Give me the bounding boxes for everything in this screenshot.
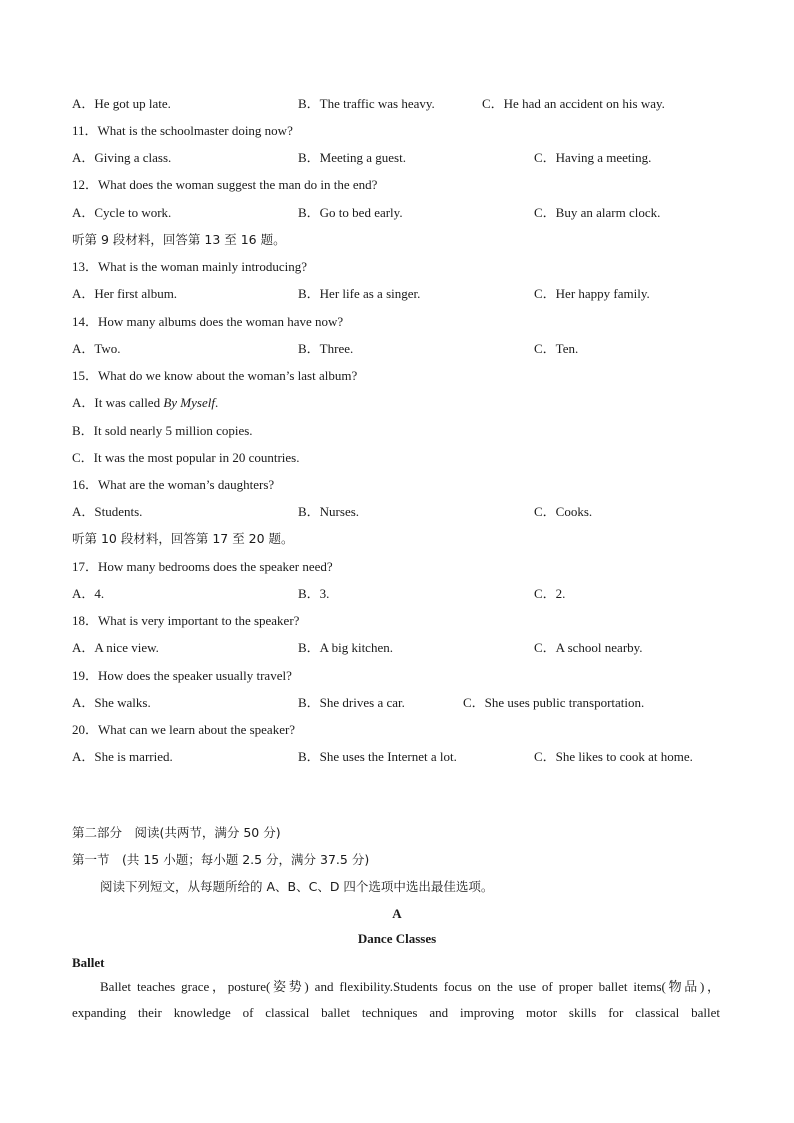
q16-stem: 16．What are the woman’s daughters? <box>72 477 275 492</box>
q12-option-a: A．Cycle to work. <box>72 205 172 220</box>
ballet-paragraph <box>72 974 720 1026</box>
q10-option-a: A．He got up late. <box>72 96 171 111</box>
q11-stem: 11．What is the schoolmaster doing now? <box>72 123 293 138</box>
q20-option-c: C．She likes to cook at home. <box>534 749 693 764</box>
q17-stem: 17．How many bedrooms does the speaker need? <box>72 559 333 574</box>
q14-option-b: B．Three. <box>298 341 354 356</box>
passage-letter: A <box>392 906 402 921</box>
q15-option-a-suffix: . <box>214 395 219 410</box>
q11-option-a: A．Giving a class. <box>72 150 172 165</box>
q15-option-c: C．It was the most popular in 20 countries. <box>72 450 300 465</box>
q11-option-b: B．Meeting a guest. <box>298 150 406 165</box>
q13-option-c: C．Her happy family. <box>534 286 650 301</box>
q19-stem: 19．How does the speaker usually travel? <box>72 668 292 683</box>
section-1-title: 第一节 (共 15 小题；每小题 2.5 分，满分 37.5 分) <box>72 852 370 867</box>
q13-stem: 13．What is the woman mainly introducing? <box>72 259 308 274</box>
q15-option-a-prefix: A．It was called <box>72 395 164 410</box>
q20-stem: 20．What can we learn about the speaker? <box>72 722 296 737</box>
q14-stem: 14．How many albums does the woman have now? <box>72 314 344 329</box>
reading-instruction: 阅读下列短文，从每题所给的 A、B、C、D 四个选项中选出最佳选项。 <box>100 879 494 894</box>
part-2-title: 第二部分 阅读(共两节，满分 50 分) <box>72 825 281 840</box>
ballet-line-1: Ballet teaches grace，posture(姿势) and flexibility.Students focus on the use of proper ballet items(物品)， <box>100 979 720 994</box>
q15-option-a <box>72 395 218 411</box>
q18-option-a: A．A nice view. <box>72 640 159 655</box>
q18-option-c: C．A school nearby. <box>534 640 643 655</box>
q12-option-c: C．Buy an alarm clock. <box>534 205 661 220</box>
q15-stem: 15．What do we know about the woman’s last album? <box>72 368 358 383</box>
q13-option-b: B．Her life as a singer. <box>298 286 421 301</box>
q18-option-b: B．A big kitchen. <box>298 640 393 655</box>
section-9-instruction: 听第 9 段材料，回答第 13 至 16 题。 <box>72 232 286 247</box>
q16-option-b: B．Nurses. <box>298 504 360 519</box>
q17-option-a: A．4. <box>72 586 105 601</box>
q17-option-b: B．3. <box>298 586 330 601</box>
passage-title: Dance Classes <box>357 931 437 946</box>
q15-option-b: B．It sold nearly 5 million copies. <box>72 423 253 438</box>
q11-option-c: C．Having a meeting. <box>534 150 652 165</box>
album-title: By Myself <box>163 395 215 410</box>
q12-option-b: B．Go to bed early. <box>298 205 403 220</box>
q10-option-b: B．The traffic was heavy. <box>298 96 435 111</box>
q12-stem: 12．What does the woman suggest the man do in the end? <box>72 177 378 192</box>
ballet-line-2: expanding their knowledge of classical ballet techniques and improving motor skills for classical ballet <box>72 1005 720 1020</box>
q18-stem: 18．What is very important to the speaker? <box>72 613 300 628</box>
q17-option-c: C．2. <box>534 586 566 601</box>
q16-option-c: C．Cooks. <box>534 504 593 519</box>
q13-option-a: A．Her first album. <box>72 286 178 301</box>
q19-option-b: B．She drives a car. <box>298 695 405 710</box>
q14-option-c: C．Ten. <box>534 341 579 356</box>
q16-option-a: A．Students. <box>72 504 143 519</box>
heading-ballet: Ballet <box>72 955 105 970</box>
section-10-instruction: 听第 10 段材料，回答第 17 至 20 题。 <box>72 531 294 546</box>
q10-option-c: C．He had an accident on his way. <box>482 96 665 111</box>
q19-option-c: C．She uses public transportation. <box>463 695 645 710</box>
q14-option-a: A．Two. <box>72 341 121 356</box>
q20-option-a: A．She is married. <box>72 749 173 764</box>
q20-option-b: B．She uses the Internet a lot. <box>298 749 457 764</box>
q19-option-a: A．She walks. <box>72 695 151 710</box>
